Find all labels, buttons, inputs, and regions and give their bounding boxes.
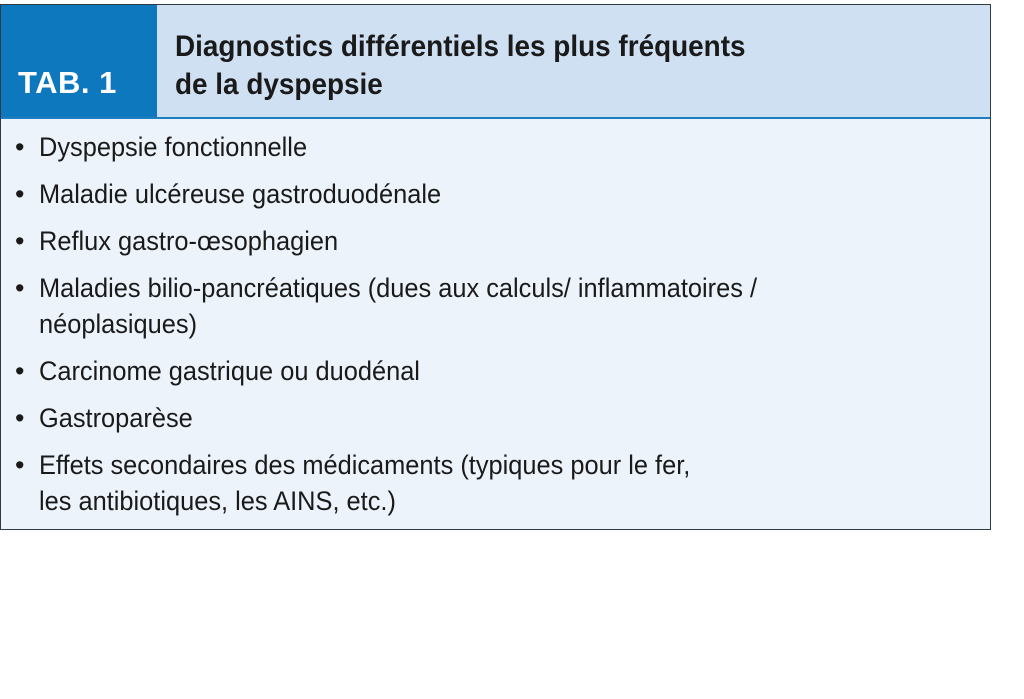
bullet-icon: • bbox=[15, 356, 25, 386]
list-item bbox=[1, 129, 990, 165]
list-item bbox=[1, 270, 990, 342]
list-item-text: Reflux gastro-œsophagien bbox=[39, 226, 339, 256]
list-item bbox=[1, 353, 990, 389]
list-item-text: Effets secondaires des médicaments (typiques pour le fer, bbox=[39, 450, 691, 480]
table-box bbox=[0, 4, 991, 530]
diagnosis-list bbox=[1, 129, 990, 530]
list-item-text: Carcinome gastrique ou duodénal bbox=[39, 356, 420, 386]
bullet-icon: • bbox=[15, 273, 25, 303]
bullet-icon: • bbox=[15, 179, 25, 209]
bullet-icon: • bbox=[15, 403, 25, 433]
list-item bbox=[1, 447, 990, 519]
list-item bbox=[1, 223, 990, 259]
list-item-text-continued: néoplasiques) bbox=[39, 309, 198, 339]
table-title bbox=[157, 5, 990, 117]
bullet-icon: • bbox=[15, 450, 25, 480]
title-line-1: Diagnostics différentiels les plus fréquents bbox=[175, 30, 746, 63]
list-item-text: Maladie ulcéreuse gastroduodénale bbox=[39, 179, 442, 209]
table-number-label: TAB. 1 bbox=[1, 5, 157, 117]
bullet-icon: • bbox=[15, 226, 25, 256]
list-item bbox=[1, 400, 990, 436]
list-item bbox=[1, 176, 990, 212]
table-header bbox=[1, 5, 990, 119]
title-line-2: de la dyspepsie bbox=[175, 68, 383, 101]
list-item-text-continued: les antibiotiques, les AINS, etc.) bbox=[39, 486, 396, 516]
bullet-icon: • bbox=[15, 132, 25, 162]
list-item-text: Maladies bilio-pancréatiques (dues aux calculs/ inflammatoires / bbox=[39, 273, 758, 303]
list-item-text: Dyspepsie fonctionnelle bbox=[39, 132, 308, 162]
list-item-text: Gastroparèse bbox=[39, 403, 193, 433]
